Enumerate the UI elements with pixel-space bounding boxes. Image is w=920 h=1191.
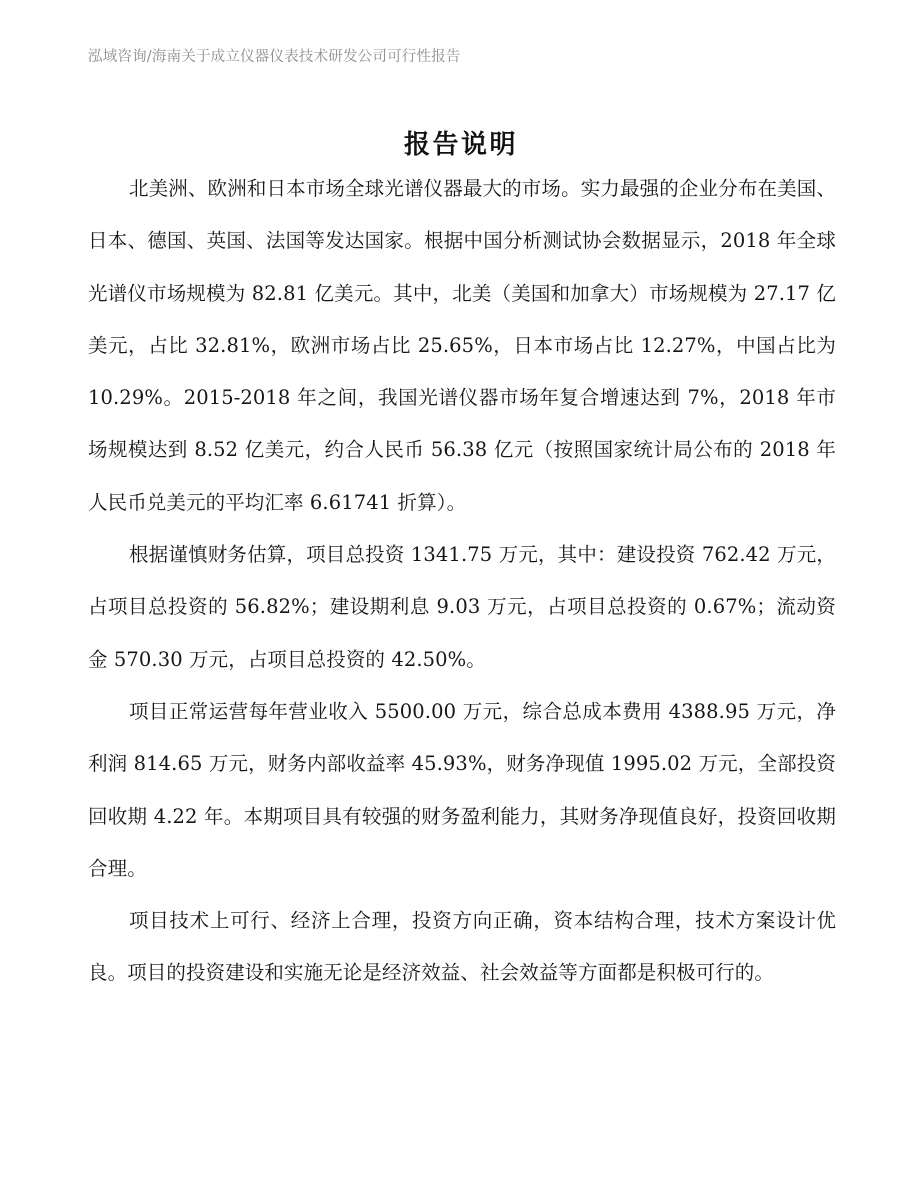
running-header: 泓域咨询/海南关于成立仪器仪表技术研发公司可行性报告 xyxy=(88,49,461,65)
paragraph: 项目技术上可行、经济上合理，投资方向正确，资本结构合理，技术方案设计优良。项目的投资建设和实施无论是经济效益、社会效益等方面都是积极可行的。 xyxy=(88,909,836,985)
paragraph: 北美洲、欧洲和日本市场全球光谱仪器最大的市场。实力最强的企业分布在美国、日本、德国、英国、法国等发达国家。根据中国分析测试协会数据显示，2018 年全球光谱仪市场规模为 82.81 亿美元。其中，北美（美国和加拿大）市场规模为 27.17 亿美元，占比 32.81%，欧洲市场占比 25.65%，日本市场占比 12.27%，中国占比为 10.29%。2015-2018 年之间，我国光谱仪器市场年复合增速达到 7%，2018 年市场规模达到 8.52 亿美元，约合人民币 56.38 亿元（按照国家统计局公布的 2018 年人民币兑美元的平均汇率 6.61741 折算）。 xyxy=(88,177,836,514)
page-title: 报告说明 xyxy=(403,130,518,161)
paragraph: 根据谨慎财务估算，项目总投资 1341.75 万元，其中：建设投资 762.42 万元，占项目总投资的 56.82%；建设期利息 9.03 万元，占项目总投资的 0.67%；流动资金 570.30 万元，占项目总投资的 42.50%。 xyxy=(88,543,836,671)
paragraph: 项目正常运营每年营业收入 5500.00 万元，综合总成本费用 4388.95 万元，净利润 814.65 万元，财务内部收益率 45.93%，财务净现值 1995.02 万元，全部投资回收期 4.22 年。本期项目具有较强的财务盈利能力，其财务净现值良好，投资回收期合理。 xyxy=(88,699,836,880)
document-body xyxy=(88,163,836,1000)
